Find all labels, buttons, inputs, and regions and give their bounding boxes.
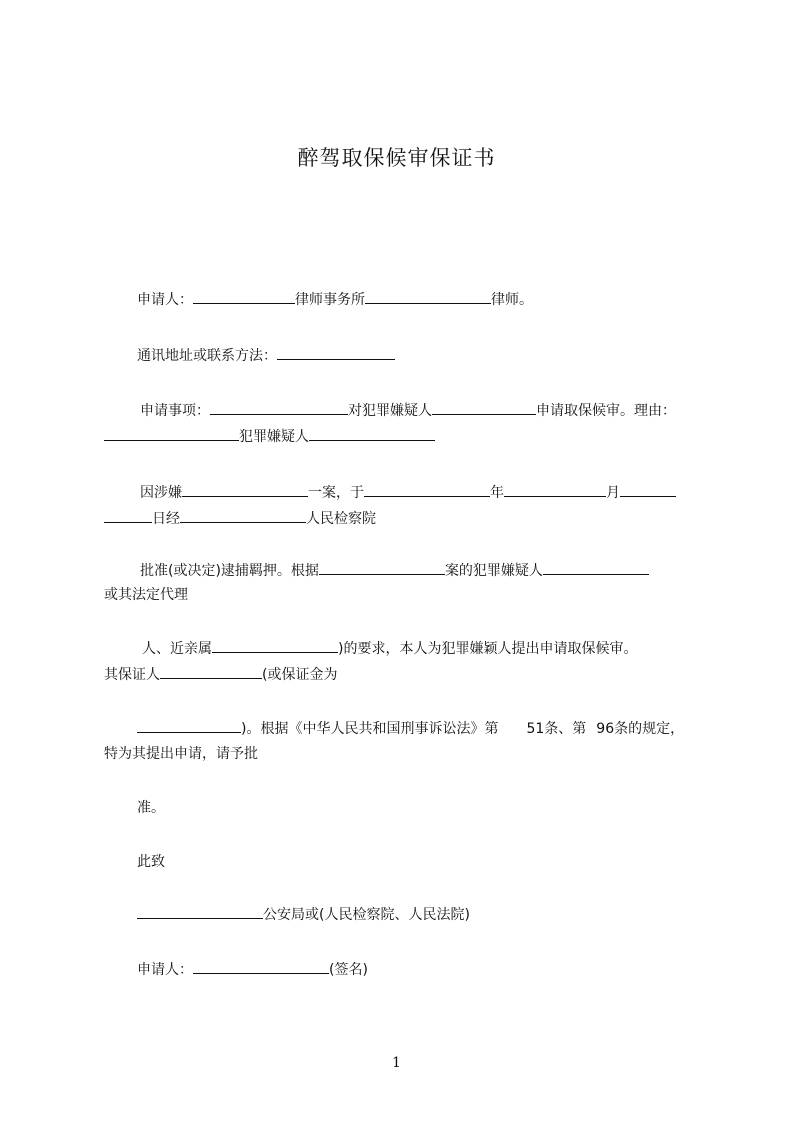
approval-prefix: 批准(或决定)逮捕羁押。根据 [140,563,319,579]
case-p1: 日经 [152,511,180,527]
blank-recipient [137,903,263,919]
law-p1: )。根据《中华人民共和国刑事诉讼法》第 [241,721,499,737]
lawyer-label: 律师。 [491,292,533,308]
recipient-suffix: 公安局或(人民检察院、人民法院) [263,907,470,923]
contact-label: 通讯地址或联系方法： [137,348,277,364]
blank-procuratorate [180,507,306,523]
approval-line-1 [140,559,649,582]
approval-line-2: 或其法定代理 [104,587,188,603]
matter-line-1 [140,399,676,422]
blank-matter [210,399,348,415]
blank-day [620,481,676,497]
blank-charge [182,481,308,497]
procuratorate-label: 人民检察院 [306,511,376,527]
signature-suffix: (签名) [329,962,368,978]
blank-bail-amount [137,717,241,733]
signature-line [137,958,368,981]
blank-relative [212,637,338,653]
blank-lawyer-name [365,288,491,304]
blank-year [364,481,490,497]
case-p2: 一案，于 [308,485,364,501]
matter-suffix: 犯罪嫌疑人 [239,429,309,445]
applicant-prefix: 申请人： [137,292,193,308]
year-label: 年 [490,485,504,501]
blank-day-2 [104,507,152,523]
case-prefix: 因涉嫌 [140,485,182,501]
contact-line [137,344,395,367]
signature-prefix: 申请人： [137,962,193,978]
case-line-1 [140,481,676,504]
recipient-line [137,903,470,926]
blank-reason [104,425,239,441]
blank-contact [277,344,395,360]
salutation: 此致 [137,854,165,870]
law-line-1 [137,717,684,740]
blank-guarantor [160,663,262,679]
guarantor-suffix: (或保证金为 [262,667,338,683]
relatives-line-2 [104,663,337,686]
matter-line-2 [104,425,435,448]
blank-suspect-name-2 [309,425,435,441]
law-firm-label: 律师事务所 [295,292,365,308]
month-label: 月 [606,485,620,501]
blank-applicant-name [193,288,295,304]
blank-signature [193,958,329,974]
relatives-line-1 [142,637,637,660]
page-number: 1 [392,1055,401,1071]
blank-month [504,481,606,497]
law-n1: 51条、第 [526,721,587,737]
case-line-2 [104,507,376,530]
blank-case [319,559,445,575]
guarantor-prefix: 其保证人 [104,667,160,683]
document-title: 醉驾取保候审保证书 [297,146,496,170]
relatives-prefix: 人、近亲属 [142,641,212,657]
approval-mid: 案的犯罪嫌疑人 [444,563,543,579]
blank-suspect-name [432,399,536,415]
blank-suspect-3 [543,559,649,575]
applicant-line [137,288,533,311]
law-n2: 96条的规定， [596,721,685,737]
approve-line: 准。 [137,800,165,816]
matter-mid2: 申请取保候审。理由： [536,403,676,419]
matter-prefix: 申请事项： [140,403,210,419]
law-line-2: 特为其提出申请，请予批 [104,746,258,762]
matter-mid1: 对犯罪嫌疑人 [348,403,432,419]
relatives-suffix: )的要求，本人为犯罪嫌颖人提出申请取保候审。 [338,641,638,657]
